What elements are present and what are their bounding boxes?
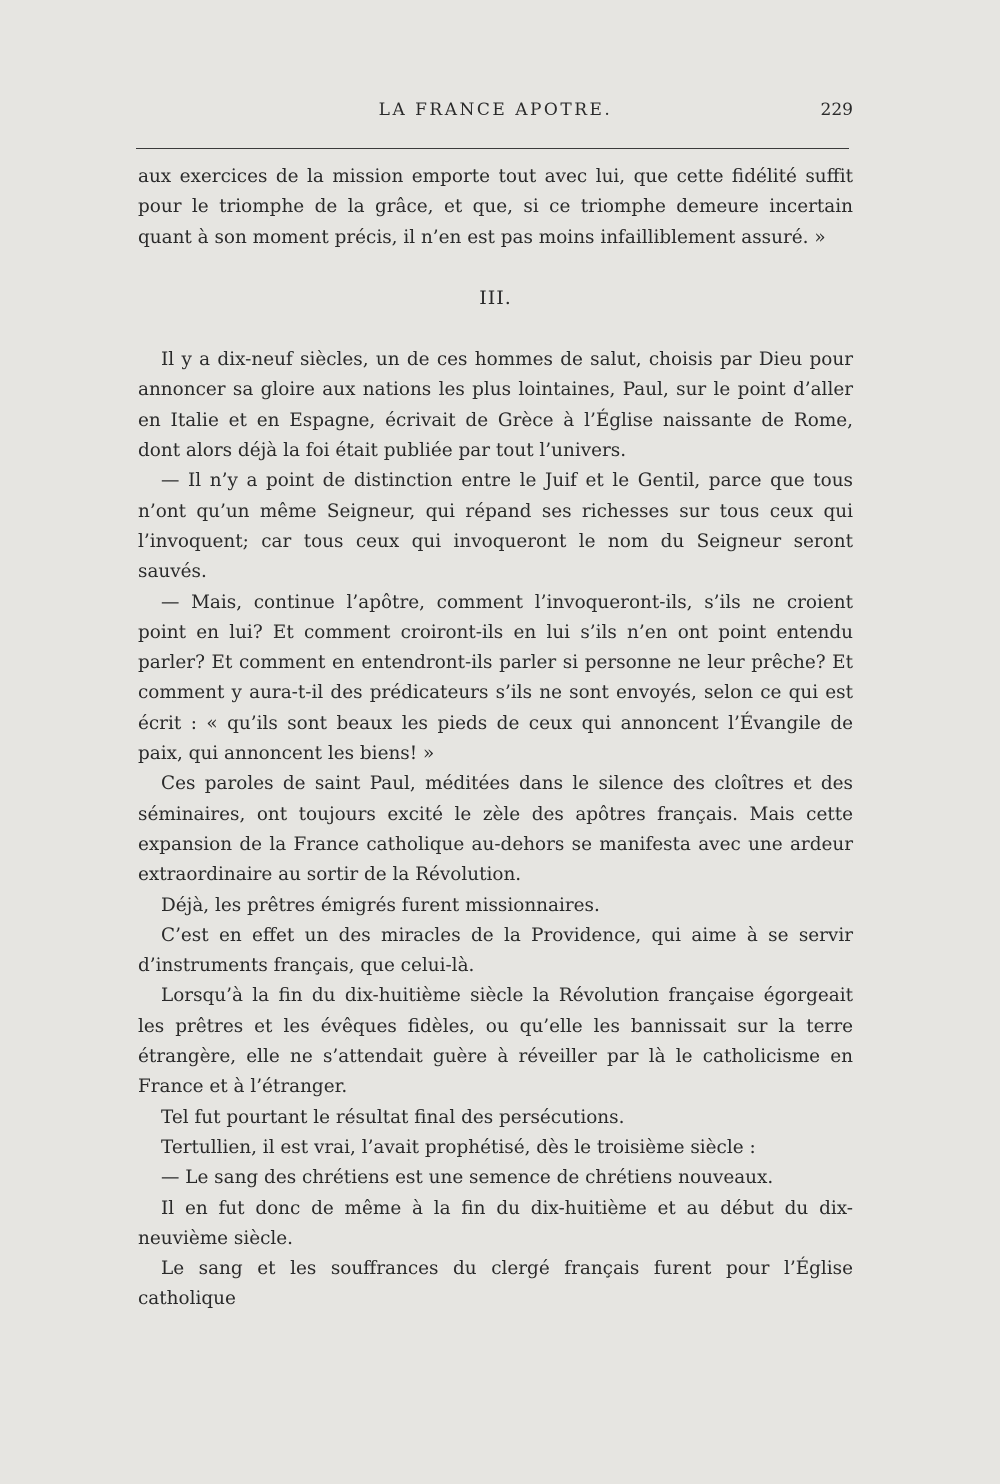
paragraph: C’est en effet un des miracles de la Providence, qui aime à se servir d’instruments français, que celui-là. bbox=[138, 924, 853, 977]
running-title: LA FRANCE APOTRE. bbox=[378, 100, 613, 120]
paragraph: Déjà, les prêtres émigrés furent missionnaires. bbox=[161, 894, 600, 916]
header-rule bbox=[136, 148, 849, 149]
paragraph-continued: aux exercices de la mission emporte tout avec lui, que cette fidélité suffit pour le triomphe de la grâce, et que, si ce triomphe demeure incertain quant à son moment précis, il n’en est pas moins infailliblement assuré. » bbox=[138, 166, 853, 248]
paragraph: — Mais, continue l’apôtre, comment l’invoqueront-ils, s’ils ne croient point en lui? Et comment croiront-ils en lui s’ils n’en ont point entendu parler? Et comment en entendront-ils parler si personne ne leur prêche? Et comment y aura-t-il des prédicateurs s’ils ne sont envoyés, selon ce qui est écrit : « qu’ils sont beaux les pieds de ceux qui annoncent l’Évangile de paix, qui annoncent les biens! » bbox=[138, 591, 853, 765]
paragraph: Ces paroles de saint Paul, méditées dans le silence des cloîtres et des séminaires, ont toujours excité le zèle des apôtres français. Mais cette expansion de la France catholique au-dehors se manifesta avec une ardeur extraordinaire au sortir de la Révolution. bbox=[138, 773, 853, 886]
page-number: 229 bbox=[820, 100, 853, 120]
paragraph: Tertullien, il est vrai, l’avait prophétisé, dès le troisième siècle : bbox=[161, 1136, 756, 1158]
paragraph: Tel fut pourtant le résultat final des persécutions. bbox=[161, 1106, 625, 1128]
body-text bbox=[138, 162, 853, 1315]
paragraph: — Le sang des chrétiens est une semence de chrétiens nouveaux. bbox=[161, 1167, 774, 1189]
paragraph: Le sang et les souffrances du clergé français furent pour l’Église catholique bbox=[138, 1258, 853, 1310]
paragraph: Lorsqu’à la fin du dix-huitième siècle la Révolution française égorgeait les prêtres et les évêques fidèles, ou qu’elle les bannissait sur la terre étrangère, elle ne s’attendait guère à réveiller par là le catholicisme en France et à l’étranger. bbox=[138, 985, 853, 1098]
section-heading: III. bbox=[479, 286, 512, 309]
paragraph: Il en fut donc de même à la fin du dix-huitième et au début du dix-neuvième siècle. bbox=[138, 1197, 853, 1249]
running-header bbox=[138, 97, 853, 127]
paragraph: — Il n’y a point de distinction entre le Juif et le Gentil, parce que tous n’ont qu’un même Seigneur, qui répand ses richesses sur tous ceux qui l’invoquent; car tous ceux qui invoqueront le nom du Seigneur seront sauvés. bbox=[138, 470, 853, 583]
paragraph: Il y a dix-neuf siècles, un de ces hommes de salut, choisis par Dieu pour annoncer sa gloire aux nations les plus lointaines, Paul, sur le point d’aller en Italie et en Espagne, écrivait de Grèce à l’Église naissante de Rome, dont alors déjà la foi était publiée par tout l’univers. bbox=[138, 349, 853, 462]
